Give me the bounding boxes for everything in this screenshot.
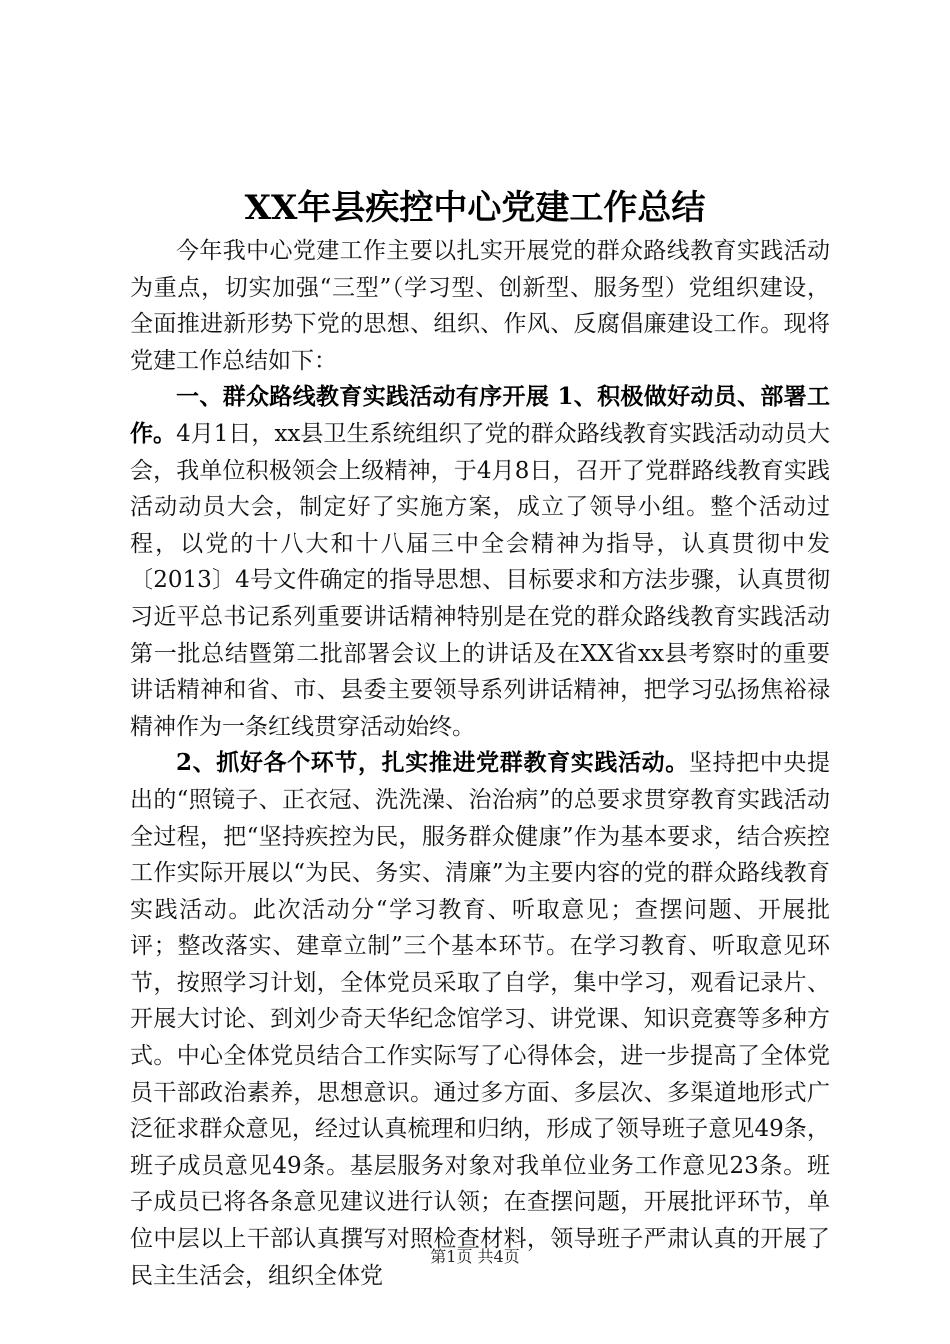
paragraph-text: 今年我中心党建工作主要以扎实开展党的群众路线教育实践活动为重点，切实加强“三型”（学习型、创新型、服务型）党组织建设，全面推进新形势下党的思想、组织、作风、反腐倡廉建设工作。现将党建工作总结如下： [130,238,830,374]
section-heading: 一、群众路线教育实践活动有序开展 1、积极做好动员、部署工作。 [130,383,830,447]
paragraph-text: 4月1日，xx县卫生系统组织了党的群众路线教育实践活动动员大会，我单位积极领会上级精神，于4月8日，召开了党群路线教育实践活动动员大会，制定好了实施方案，成立了领导小组。整个活动过程，以党的十八大和十八届三中全会精神为指导，认真贯彻中发〔2013〕4号文件确定的指导思想、目标要求和方法步骤，认真贯彻习近平总书记系列重要讲话精神特别是在党的群众路线教育实践活动第一批总结暨第二批部署会议上的讲话及在XX省xx县考察时的重要讲话精神和省、市、县委主要领导系列讲话精神，把学习弘扬焦裕禄精神作为一条红线贯穿活动始终。 [130,420,831,740]
paragraph-text: 坚持把中央提出的“照镜子、正衣冠、洗洗澡、治治病”的总要求贯穿教育实践活动全过程，把“坚持疾控为民，服务群众健康”作为基本要求，结合疾控工作实际开展以“为民、务实、清廉”为主要内容的党的群众路线教育实践活动。此次活动分“学习教育、听取意见；查摆问题、开展批评；整改落实、建章立制”三个基本环节。在学习教育、听取意见环节，按照学习计划，全体党员采取了自学，集中学习，观看记录片、开展大讨论、到刘少奇天华纪念馆学习、讲党课、知识竞赛等多种方式。中心全体党员结合工作实际写了心得体会，进一步提高了全体党员干部政治素养，思想意识。通过多方面、多层次、多渠道地形式广泛征求群众意见，经过认真梳理和归纳，形成了领导班子意见49条，班子成员意见49条。基层服务对象对我单位业务工作意见23条。班子成员已将各条意见建议进行认领；在查摆问题，开展批评环节，单位中层以上干部认真撰写对照检查材料，领导班子严肃认真的开展了民主生活会，组织全体党 [130,750,830,1289]
paragraph-intro [130,233,830,379]
document-body [130,233,830,1294]
page-footer: 第1页 共4页 [430,1247,520,1266]
paragraph-section-2 [130,745,830,1294]
section-heading: 2、抓好各个环节，扎实推进党群教育实践活动。 [176,749,689,777]
paragraph-section-1 [130,379,830,745]
document-title: XX年县疾控中心党建工作总结 [244,188,706,228]
